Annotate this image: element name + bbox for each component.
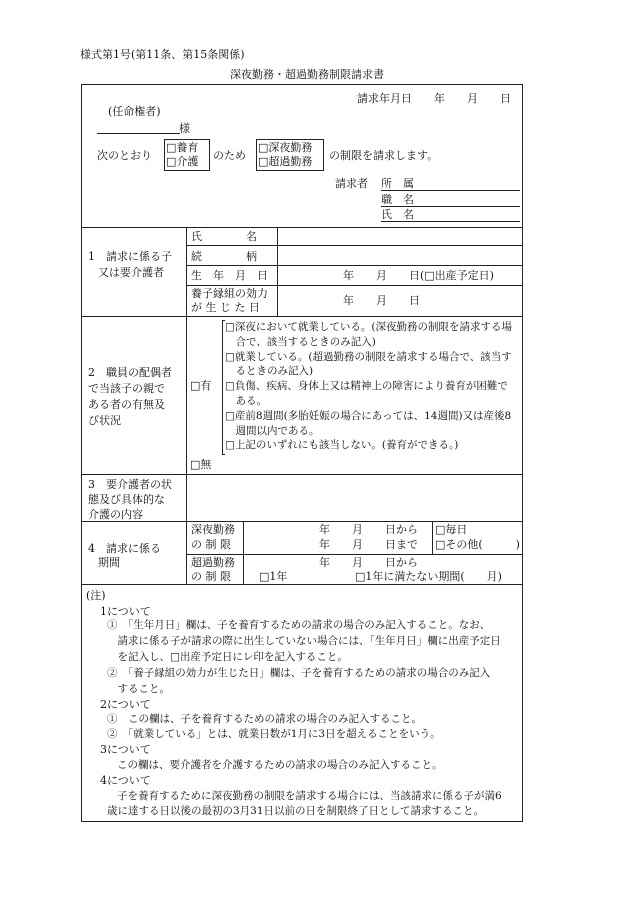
row-divider — [186, 245, 522, 246]
option-line: るときのみ記入) — [225, 365, 314, 378]
note-line: を記入し、□出産予定日にレ印を記入すること。 — [107, 651, 348, 663]
notes-heading: (注) — [86, 589, 106, 602]
less-year-checkbox[interactable]: □1年に満たない期間( 月) — [355, 570, 502, 583]
birth-value[interactable]: 年 月 日(□出産予定日) — [343, 269, 494, 282]
option-kaigo[interactable]: □介護 — [166, 155, 199, 168]
request-date: 請求年月日 年 月 日 — [357, 92, 511, 105]
option-ikuji[interactable]: □養育 — [166, 141, 199, 154]
relation-label: 続 柄 — [191, 250, 257, 263]
spouse-no-checkbox[interactable]: □無 — [190, 458, 212, 471]
tsugi-label: 次のとおり — [97, 149, 152, 162]
adopt-value[interactable]: 年 月 日 — [343, 294, 420, 307]
appointer-line — [97, 133, 180, 134]
section2-label: 2 職員の配偶者 で当該子の親で ある者の有無及 び状況 — [88, 366, 172, 427]
column-divider — [277, 227, 278, 316]
notame-label: のため — [213, 149, 246, 162]
section4-label: 4 請求に係る — [88, 542, 161, 555]
shinya-limit-label-2: の 制 限 — [191, 538, 231, 551]
note-line: 歳に達する日以後の最初の3月31日以前の日を制限終了日として請求すること。 — [107, 805, 485, 817]
note-line: ① この欄は、子を養育するための請求の場合のみ記入すること。 — [107, 713, 422, 725]
section1-label: 1 請求に係る子 — [88, 250, 172, 263]
choka-from[interactable]: 年 月 日から — [319, 556, 418, 569]
shimei-label: 氏 名 — [381, 208, 414, 221]
section1-label-2: 又は要介護者 — [98, 266, 164, 279]
form-number: 様式第1号(第11条、第15条関係) — [80, 48, 245, 61]
shozoku-label: 所 属 — [381, 177, 414, 190]
option-line: 週間以内である。 — [225, 424, 320, 437]
spouse-options[interactable] — [225, 320, 512, 453]
option-line: 合で、該当するときのみ記入) — [225, 335, 376, 348]
shinya-to[interactable]: 年 月 日まで — [319, 538, 418, 551]
note-line: 4について — [100, 774, 151, 787]
note-line: すること。 — [107, 683, 170, 695]
option-line: □就業している。(超過勤務の制限を請求する場合で、該当す — [225, 350, 512, 363]
column-divider — [243, 521, 244, 584]
choka-limit-label-2: の 制 限 — [191, 570, 231, 583]
shinya-from[interactable]: 年 月 日から — [319, 523, 418, 536]
shozoku-line[interactable] — [381, 190, 520, 191]
option-line: □上記のいずれにも該当しない。(養育ができる。) — [225, 439, 459, 452]
note-line: ② 「就業している」とは、就業日数が1月に3日を超えることをいう。 — [107, 728, 441, 740]
spouse-yes-checkbox[interactable]: □有 — [190, 379, 212, 392]
birth-label: 生 年 月 日 — [191, 269, 268, 282]
option-shinya[interactable]: □深夜勤務 — [258, 141, 313, 154]
note-line: ① 「生年月日」欄は、子を養育するための請求の場合のみ記入すること。なお、 — [107, 619, 491, 631]
other-checkbox[interactable]: □その他( ) — [435, 538, 520, 551]
row-divider — [186, 554, 522, 555]
option-line: □負傷、疾病、身体上又は精神上の障害により養育が困難で — [225, 380, 508, 393]
name-label: 氏 名 — [191, 230, 257, 243]
section3-label: 3 要介護者の状 態及び具体的な 介護の内容 — [88, 478, 172, 521]
divider — [81, 316, 522, 317]
section4-label-2: 期間 — [98, 556, 120, 569]
note-line: この欄は、要介護者を介護するための請求の場合のみ記入すること。 — [117, 759, 443, 771]
choka-limit-label: 超過勤務 — [191, 556, 235, 569]
note-line: 請求に係る子が請求の際に出生していない場合には、「生年月日」欄に出産予定日 — [107, 635, 501, 647]
note-line: 3について — [100, 743, 151, 756]
sama-label: 様 — [179, 122, 190, 135]
adopt-label-2: が 生 じ た 日 — [191, 301, 260, 314]
option-line: □深夜において就業している。(深夜勤務の制限を請求する場 — [225, 321, 513, 333]
column-divider — [186, 227, 187, 584]
note-line: 子を養育するために深夜勤務の制限を請求する場合には、当該請求に係る子が満6 — [117, 790, 502, 802]
divider — [81, 474, 522, 475]
divider — [81, 584, 522, 585]
row-divider — [186, 285, 522, 286]
divider — [81, 227, 522, 228]
seikyusha-label: 請求者 — [335, 177, 368, 190]
shinya-limit-label: 深夜勤務 — [191, 523, 235, 536]
one-year-checkbox[interactable]: □1年 — [259, 570, 288, 583]
column-divider — [432, 521, 433, 554]
shoku-line[interactable] — [381, 206, 520, 207]
row-divider — [186, 265, 522, 266]
option-choka[interactable]: □超過勤務 — [258, 155, 313, 168]
note-line: ② 「養子縁組の効力が生じた日」欄は、子を養育するための請求の場合のみ記入 — [107, 667, 491, 679]
note-line: 2について — [100, 698, 151, 711]
appointer-label: (任命権者) — [108, 105, 161, 118]
form-title: 深夜勤務・超過勤務制限請求書 — [230, 68, 384, 81]
adopt-label: 養子縁組の効力 — [191, 287, 268, 300]
shoku-label: 職 名 — [381, 193, 414, 206]
shimei-line[interactable] — [381, 221, 520, 222]
option-line: □産前8週間(多胎妊娠の場合にあっては、14週間)又は産後8 — [225, 409, 512, 422]
note-line: 1について — [100, 605, 151, 618]
daily-checkbox[interactable]: □毎日 — [435, 523, 468, 536]
option-line: ある。 — [225, 394, 267, 407]
seigen-label: の制限を請求します。 — [329, 149, 439, 162]
